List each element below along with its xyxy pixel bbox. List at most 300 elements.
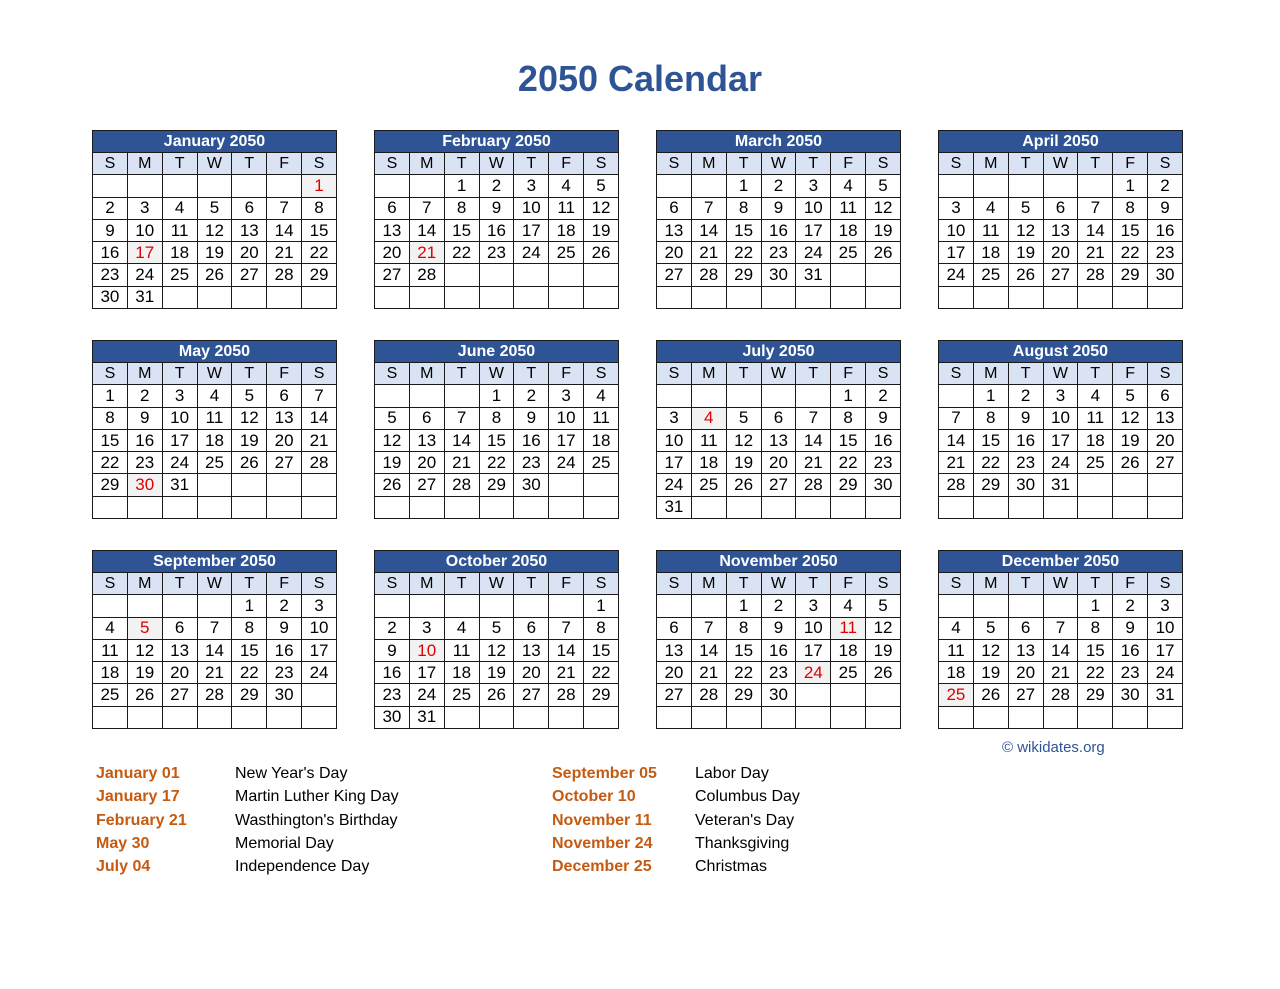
day-cell: 4: [444, 617, 479, 639]
weekday-header: S: [375, 153, 410, 175]
empty-day-cell: [302, 706, 337, 728]
month-title: August 2050: [939, 341, 1183, 363]
empty-day-cell: [549, 496, 584, 518]
day-cell: 31: [796, 264, 831, 286]
empty-day-cell: [162, 496, 197, 518]
day-cell: 7: [691, 197, 726, 219]
day-cell: 14: [444, 429, 479, 451]
day-cell: 30: [514, 474, 549, 496]
day-cell: 13: [1008, 639, 1043, 661]
day-cell: 19: [127, 662, 162, 684]
weekday-header: M: [127, 153, 162, 175]
month-calendar: [374, 130, 619, 309]
empty-day-cell: [444, 595, 479, 617]
month-calendar: [938, 340, 1183, 519]
day-cell: 4: [93, 617, 128, 639]
day-cell: 28: [691, 684, 726, 706]
day-cell: 23: [127, 452, 162, 474]
weekday-header: M: [691, 153, 726, 175]
day-cell: 25: [162, 264, 197, 286]
empty-day-cell: [267, 474, 302, 496]
weekday-header: S: [657, 573, 692, 595]
day-cell: 17: [302, 639, 337, 661]
day-cell: 30: [1113, 684, 1148, 706]
day-cell: 29: [973, 474, 1008, 496]
day-cell: 11: [162, 219, 197, 241]
day-cell: 6: [761, 407, 796, 429]
day-cell: 27: [267, 452, 302, 474]
day-cell: 23: [1113, 662, 1148, 684]
empty-day-cell: [549, 474, 584, 496]
day-cell: 3: [514, 175, 549, 197]
month-calendar: [656, 130, 901, 309]
weekday-header: F: [1113, 363, 1148, 385]
day-cell: 1: [232, 595, 267, 617]
day-cell: 9: [93, 219, 128, 241]
weekday-header: T: [1008, 153, 1043, 175]
day-cell: 21: [267, 242, 302, 264]
weekday-header: W: [1043, 363, 1078, 385]
day-cell: 8: [726, 617, 761, 639]
day-cell: 27: [514, 684, 549, 706]
holiday-row: [552, 832, 800, 855]
day-cell: 27: [409, 474, 444, 496]
day-cell: 6: [1043, 197, 1078, 219]
empty-day-cell: [657, 595, 692, 617]
day-cell: 14: [691, 219, 726, 241]
empty-day-cell: [375, 385, 410, 407]
day-cell: 14: [267, 219, 302, 241]
empty-day-cell: [866, 286, 901, 308]
holiday-name: Veteran's Day: [695, 811, 795, 829]
day-cell: 23: [375, 684, 410, 706]
day-cell: 19: [1113, 429, 1148, 451]
weekday-header: T: [514, 363, 549, 385]
empty-day-cell: [726, 496, 761, 518]
empty-day-cell: [514, 496, 549, 518]
weekday-header: M: [127, 363, 162, 385]
empty-day-cell: [939, 706, 974, 728]
day-cell: 14: [1043, 639, 1078, 661]
empty-day-cell: [584, 286, 619, 308]
holiday-day-cell: 5: [127, 617, 162, 639]
empty-day-cell: [409, 496, 444, 518]
day-cell: 16: [267, 639, 302, 661]
day-cell: 23: [267, 662, 302, 684]
day-cell: 5: [479, 617, 514, 639]
holiday-date: July 04: [96, 858, 151, 876]
day-cell: 16: [375, 662, 410, 684]
day-cell: 26: [726, 474, 761, 496]
holiday-date: October 10: [552, 788, 636, 806]
day-cell: 15: [973, 429, 1008, 451]
day-cell: 9: [866, 407, 901, 429]
day-cell: 7: [267, 197, 302, 219]
day-cell: 1: [831, 385, 866, 407]
day-cell: 28: [1043, 684, 1078, 706]
day-cell: 7: [1043, 617, 1078, 639]
empty-day-cell: [1078, 474, 1113, 496]
day-cell: 19: [232, 429, 267, 451]
day-cell: 20: [1148, 429, 1183, 451]
day-cell: 10: [162, 407, 197, 429]
day-cell: 10: [514, 197, 549, 219]
day-cell: 17: [162, 429, 197, 451]
day-cell: 28: [444, 474, 479, 496]
day-cell: 31: [409, 706, 444, 728]
day-cell: 5: [726, 407, 761, 429]
day-cell: 22: [973, 452, 1008, 474]
empty-day-cell: [409, 385, 444, 407]
empty-day-cell: [796, 706, 831, 728]
weekday-header: F: [831, 573, 866, 595]
day-cell: 12: [197, 219, 232, 241]
day-cell: 10: [1043, 407, 1078, 429]
empty-day-cell: [831, 286, 866, 308]
day-cell: 26: [197, 264, 232, 286]
day-cell: 22: [726, 242, 761, 264]
holiday-date: December 25: [552, 858, 652, 876]
day-cell: 29: [1113, 264, 1148, 286]
day-cell: 20: [514, 662, 549, 684]
day-cell: 9: [267, 617, 302, 639]
weekday-header: S: [375, 363, 410, 385]
day-cell: 22: [726, 662, 761, 684]
day-cell: 12: [479, 639, 514, 661]
day-cell: 18: [162, 242, 197, 264]
empty-day-cell: [657, 385, 692, 407]
month-calendar: [656, 340, 901, 519]
day-cell: 28: [409, 264, 444, 286]
day-cell: 25: [444, 684, 479, 706]
empty-day-cell: [1148, 286, 1183, 308]
weekday-header: T: [796, 153, 831, 175]
day-cell: 14: [1078, 219, 1113, 241]
weekday-header: M: [973, 363, 1008, 385]
day-cell: 30: [866, 474, 901, 496]
day-cell: 20: [657, 242, 692, 264]
empty-day-cell: [409, 286, 444, 308]
weekday-header: W: [197, 573, 232, 595]
empty-day-cell: [831, 264, 866, 286]
day-cell: 31: [127, 286, 162, 308]
day-cell: 20: [1008, 662, 1043, 684]
holiday-name: New Year's Day: [235, 765, 348, 782]
weekday-header: F: [549, 573, 584, 595]
day-cell: 22: [444, 242, 479, 264]
credit-text: © wikidates.org: [1002, 739, 1105, 756]
empty-day-cell: [302, 496, 337, 518]
day-cell: 13: [162, 639, 197, 661]
day-cell: 29: [93, 474, 128, 496]
empty-day-cell: [1008, 175, 1043, 197]
empty-day-cell: [1043, 595, 1078, 617]
day-cell: 24: [302, 662, 337, 684]
weekday-header: F: [267, 153, 302, 175]
empty-day-cell: [657, 286, 692, 308]
weekday-header: T: [1078, 153, 1113, 175]
day-cell: 12: [1113, 407, 1148, 429]
holiday-row: [552, 855, 800, 878]
empty-day-cell: [127, 175, 162, 197]
weekday-header: S: [302, 573, 337, 595]
day-cell: 24: [409, 684, 444, 706]
day-cell: 13: [657, 219, 692, 241]
day-cell: 21: [691, 242, 726, 264]
day-cell: 1: [973, 385, 1008, 407]
day-cell: 24: [657, 474, 692, 496]
empty-day-cell: [479, 496, 514, 518]
day-cell: 2: [127, 385, 162, 407]
day-cell: 27: [162, 684, 197, 706]
day-cell: 29: [584, 684, 619, 706]
day-cell: 25: [831, 242, 866, 264]
weekday-header: F: [267, 573, 302, 595]
day-cell: 12: [375, 429, 410, 451]
day-cell: 11: [444, 639, 479, 661]
day-cell: 9: [761, 617, 796, 639]
day-cell: 18: [939, 662, 974, 684]
empty-day-cell: [302, 474, 337, 496]
empty-day-cell: [232, 706, 267, 728]
weekday-header: W: [1043, 573, 1078, 595]
day-cell: 30: [267, 684, 302, 706]
day-cell: 7: [939, 407, 974, 429]
empty-day-cell: [444, 496, 479, 518]
day-cell: 19: [1008, 242, 1043, 264]
day-cell: 20: [267, 429, 302, 451]
day-cell: 27: [761, 474, 796, 496]
day-cell: 3: [302, 595, 337, 617]
empty-day-cell: [1008, 496, 1043, 518]
month-title: December 2050: [939, 551, 1183, 573]
day-cell: 19: [973, 662, 1008, 684]
day-cell: 20: [409, 452, 444, 474]
empty-day-cell: [584, 706, 619, 728]
day-cell: 11: [584, 407, 619, 429]
holiday-day-cell: 17: [127, 242, 162, 264]
day-cell: 19: [726, 452, 761, 474]
day-cell: 2: [93, 197, 128, 219]
day-cell: 6: [657, 617, 692, 639]
day-cell: 28: [1078, 264, 1113, 286]
day-cell: 30: [1148, 264, 1183, 286]
day-cell: 26: [1113, 452, 1148, 474]
day-cell: 26: [1008, 264, 1043, 286]
empty-day-cell: [1078, 706, 1113, 728]
day-cell: 8: [973, 407, 1008, 429]
day-cell: 5: [1008, 197, 1043, 219]
day-cell: 22: [93, 452, 128, 474]
day-cell: 1: [444, 175, 479, 197]
day-cell: 21: [796, 452, 831, 474]
day-cell: 28: [267, 264, 302, 286]
day-cell: 24: [1043, 452, 1078, 474]
day-cell: 19: [866, 219, 901, 241]
day-cell: 15: [479, 429, 514, 451]
empty-day-cell: [796, 385, 831, 407]
day-cell: 8: [726, 197, 761, 219]
day-cell: 13: [657, 639, 692, 661]
day-cell: 10: [302, 617, 337, 639]
empty-day-cell: [232, 286, 267, 308]
empty-day-cell: [831, 684, 866, 706]
day-cell: 20: [375, 242, 410, 264]
holiday-row: [96, 809, 399, 832]
weekday-header: S: [866, 153, 901, 175]
weekday-header: T: [796, 573, 831, 595]
day-cell: 4: [584, 385, 619, 407]
holiday-name: Columbus Day: [695, 788, 800, 806]
holiday-list-left: [96, 762, 399, 878]
day-cell: 24: [939, 264, 974, 286]
holiday-name: Memorial Day: [235, 834, 334, 852]
day-cell: 6: [514, 617, 549, 639]
day-cell: 14: [691, 639, 726, 661]
day-cell: 15: [444, 219, 479, 241]
holiday-date: September 05: [552, 765, 657, 782]
day-cell: 7: [691, 617, 726, 639]
weekday-header: S: [939, 363, 974, 385]
day-cell: 26: [375, 474, 410, 496]
day-cell: 4: [197, 385, 232, 407]
empty-day-cell: [1008, 706, 1043, 728]
day-cell: 26: [479, 684, 514, 706]
weekday-header: S: [866, 573, 901, 595]
day-cell: 2: [1148, 175, 1183, 197]
holiday-name: Christmas: [695, 858, 768, 876]
day-cell: 5: [866, 595, 901, 617]
day-cell: 6: [232, 197, 267, 219]
day-cell: 3: [162, 385, 197, 407]
day-cell: 17: [1043, 429, 1078, 451]
empty-day-cell: [127, 595, 162, 617]
day-cell: 10: [549, 407, 584, 429]
weekday-header: F: [549, 153, 584, 175]
day-cell: 23: [866, 452, 901, 474]
weekday-header: S: [1148, 363, 1183, 385]
holiday-name: Martin Luther King Day: [235, 788, 399, 806]
day-cell: 24: [796, 242, 831, 264]
day-cell: 1: [726, 595, 761, 617]
day-cell: 14: [939, 429, 974, 451]
holiday-row: [96, 762, 399, 785]
day-cell: 21: [691, 662, 726, 684]
day-cell: 17: [939, 242, 974, 264]
empty-day-cell: [1113, 706, 1148, 728]
empty-day-cell: [973, 286, 1008, 308]
empty-day-cell: [514, 264, 549, 286]
day-cell: 23: [514, 452, 549, 474]
empty-day-cell: [866, 264, 901, 286]
day-cell: 22: [584, 662, 619, 684]
weekday-header: W: [1043, 153, 1078, 175]
day-cell: 20: [162, 662, 197, 684]
holiday-row: [552, 785, 800, 808]
day-cell: 4: [831, 175, 866, 197]
empty-day-cell: [866, 706, 901, 728]
day-cell: 5: [232, 385, 267, 407]
weekday-header: S: [866, 363, 901, 385]
day-cell: 26: [127, 684, 162, 706]
day-cell: 1: [584, 595, 619, 617]
holiday-row: [96, 855, 399, 878]
day-cell: 30: [1008, 474, 1043, 496]
weekday-header: M: [409, 363, 444, 385]
empty-day-cell: [375, 175, 410, 197]
day-cell: 22: [479, 452, 514, 474]
day-cell: 16: [866, 429, 901, 451]
day-cell: 10: [939, 219, 974, 241]
month-title: July 2050: [657, 341, 901, 363]
month-title: March 2050: [657, 131, 901, 153]
day-cell: 8: [831, 407, 866, 429]
day-cell: 13: [514, 639, 549, 661]
day-cell: 19: [866, 639, 901, 661]
month-title: February 2050: [375, 131, 619, 153]
empty-day-cell: [549, 595, 584, 617]
month-calendar: [374, 340, 619, 519]
holiday-name: Labor Day: [695, 765, 769, 782]
empty-day-cell: [584, 496, 619, 518]
day-cell: 16: [479, 219, 514, 241]
weekday-header: S: [1148, 153, 1183, 175]
month-title: January 2050: [93, 131, 337, 153]
day-cell: 28: [939, 474, 974, 496]
holiday-date: February 21: [96, 811, 187, 829]
day-cell: 14: [549, 639, 584, 661]
day-cell: 3: [796, 595, 831, 617]
empty-day-cell: [1113, 286, 1148, 308]
empty-day-cell: [761, 286, 796, 308]
day-cell: 28: [549, 684, 584, 706]
day-cell: 16: [761, 639, 796, 661]
weekday-header: T: [726, 573, 761, 595]
day-cell: 28: [302, 452, 337, 474]
empty-day-cell: [232, 175, 267, 197]
day-cell: 16: [1008, 429, 1043, 451]
weekday-header: T: [162, 153, 197, 175]
holiday-date: November 11: [552, 811, 652, 829]
weekday-header: S: [375, 573, 410, 595]
day-cell: 9: [375, 639, 410, 661]
empty-day-cell: [761, 496, 796, 518]
day-cell: 7: [197, 617, 232, 639]
day-cell: 26: [232, 452, 267, 474]
day-cell: 5: [197, 197, 232, 219]
weekday-header: S: [657, 363, 692, 385]
day-cell: 27: [657, 264, 692, 286]
weekday-header: S: [939, 573, 974, 595]
weekday-header: S: [302, 363, 337, 385]
empty-day-cell: [302, 286, 337, 308]
empty-day-cell: [726, 706, 761, 728]
day-cell: 7: [1078, 197, 1113, 219]
weekday-header: M: [409, 153, 444, 175]
day-cell: 9: [761, 197, 796, 219]
month-calendar: [374, 550, 619, 729]
weekday-header: W: [761, 153, 796, 175]
holiday-list-right: [552, 762, 800, 878]
day-cell: 8: [1078, 617, 1113, 639]
day-cell: 24: [162, 452, 197, 474]
empty-day-cell: [127, 496, 162, 518]
empty-day-cell: [1043, 286, 1078, 308]
day-cell: 7: [444, 407, 479, 429]
empty-day-cell: [375, 496, 410, 518]
weekday-header: F: [267, 363, 302, 385]
empty-day-cell: [831, 706, 866, 728]
